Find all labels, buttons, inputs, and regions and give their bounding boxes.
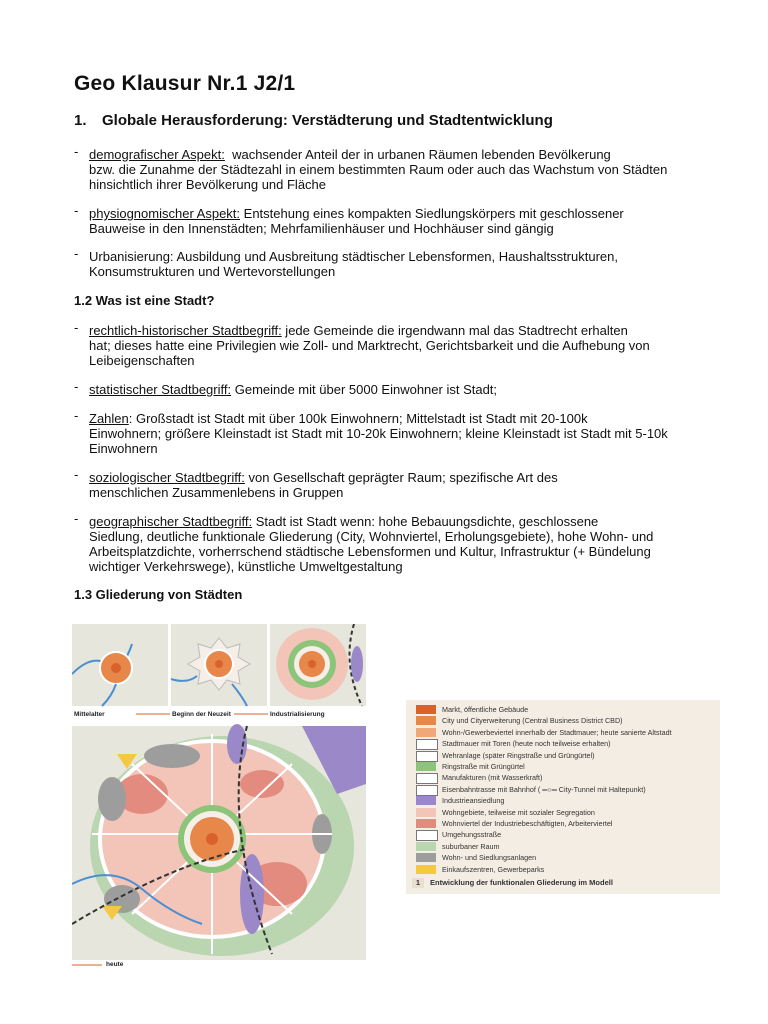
list-item — [74, 203, 694, 236]
section-heading-1-2: 1.2 Was ist eine Stadt? — [74, 293, 215, 308]
legend-item — [412, 761, 718, 773]
item-text: Stadt ist Stadt wenn: hohe Bebauungsdichte, geschlossene — [252, 514, 599, 529]
legend-label: Wehranlage (später Ringstraße und Grüngürtel) — [442, 750, 595, 760]
legend-swatch — [416, 808, 436, 817]
item-text-cont: Bauweise in den Innenstädten; Mehrfamilienhäuser und Hochhäuser sind gängig — [89, 221, 554, 236]
item-text: : Großstadt ist Stadt mit über 100k Einwohnern; Mittelstadt ist Stadt mit 20-100k — [128, 411, 588, 426]
legend-label: Wohnviertel der Industriebeschäftigten, Arbeiterviertel — [442, 819, 613, 828]
legend-swatch — [416, 830, 438, 841]
section-heading-1-3: 1.3 Gliederung von Städten — [74, 587, 243, 602]
figure-legend — [406, 700, 720, 894]
legend-item — [412, 829, 718, 841]
legend-label: suburbaner Raum — [442, 841, 500, 851]
list-item — [74, 511, 694, 574]
item-text-cont: Siedlung, deutliche funktionale Gliederung (City, Wohnviertel, Erholungsgebiete), hohe Wohn- und Arbeitsplatzdichte, vorherrschend städtische Lebensformen und Kultur, Infrastruktur (+ Bündelung wichtiger Verkehrswege), künstliche Umweltgestaltung — [89, 529, 654, 574]
stage-label: Mittelalter — [74, 711, 105, 718]
legend-item — [412, 750, 718, 762]
bullet-dash: - — [74, 246, 79, 261]
legend-label: Eisenbahntrasse mit Bahnhof ( ═○═ City-Tunnel mit Haltepunkt) — [442, 784, 646, 794]
item-term: physiognomischer Aspekt: — [89, 206, 241, 221]
legend-swatch — [416, 819, 436, 828]
legend-swatch — [416, 705, 436, 714]
bullet-dash: - — [74, 511, 79, 526]
legend-label: Einkaufszentren, Gewerbeparks — [442, 864, 545, 874]
legend-label: Ringstraße mit Grüngürtel — [442, 762, 525, 771]
item-text-cont: menschlichen Zusammenlebens in Gruppen — [89, 485, 344, 500]
legend-swatch — [416, 865, 436, 874]
city-model-illustration — [72, 624, 366, 970]
legend-item — [412, 715, 718, 727]
legend-label: Markt, öffentliche Gebäude — [442, 705, 529, 714]
item-text-cont: hat; dieses hatte eine Privilegien wie Zoll- und Marktrecht, Gerichtsbarkeit und die Aufhebung von Leibeigenschaften — [89, 338, 650, 368]
legend-swatch — [416, 853, 436, 862]
section-heading-1 — [74, 112, 553, 129]
legend-label: City und Cityerweiterung (Central Business District CBD) — [442, 716, 623, 726]
section-title: Globale Herausforderung: Verstädterung und Stadtentwicklung — [102, 112, 553, 129]
list-item — [74, 144, 694, 192]
item-text: wachsender Anteil der in urbanen Räumen lebenden Bevölkerung — [224, 147, 611, 162]
legend-swatch — [416, 751, 438, 762]
item-term: soziologischer Stadtbegriff: — [89, 470, 245, 485]
legend-item — [412, 795, 718, 807]
legend-item — [412, 704, 718, 716]
legend-item — [412, 841, 718, 853]
item-term: rechtlich-historischer Stadtbegriff: — [89, 323, 282, 338]
list-item — [74, 379, 694, 397]
item-term: Zahlen — [89, 411, 129, 426]
legend-item — [412, 772, 718, 784]
item-text-cont: bzw. die Zunahme der Städtezahl in einem bestimmten Raum oder auch das Wachstum von Städten hinsichtlich ihrer Bevölkerung und Fläche — [89, 162, 668, 192]
legend-swatch — [416, 716, 436, 725]
legend-item — [412, 864, 718, 876]
bullet-dash: - — [74, 144, 79, 159]
stage-label: heute — [106, 961, 124, 968]
item-text-cont: Konsumstrukturen und Wertevorstellungen — [89, 264, 336, 279]
bullet-dash: - — [74, 203, 79, 218]
stage-label: Industrialisierung — [270, 711, 325, 718]
legend-swatch — [416, 739, 438, 750]
legend-item — [412, 784, 718, 796]
item-term: statistischer Stadtbegriff: — [89, 382, 232, 397]
city-model-graphic — [72, 624, 366, 970]
list-item — [74, 246, 694, 279]
bullet-dash: - — [74, 320, 79, 335]
legend-swatch — [416, 796, 436, 805]
bullet-dash: - — [74, 408, 79, 423]
legend-label: Wohn- und Siedlungsanlagen — [442, 853, 537, 863]
legend-swatch — [416, 773, 438, 784]
legend-label: Wohn-/Gewerbeviertel innerhalb der Stadtmauer; heute sanierte Altstadt — [442, 727, 672, 737]
item-term: demografischer Aspekt: — [89, 147, 225, 162]
figure-caption — [412, 878, 613, 888]
legend-swatch — [416, 842, 436, 851]
bullet-dash: - — [74, 379, 79, 394]
legend-label: Industrieansiedlung — [442, 796, 505, 806]
legend-label: Manufakturen (mit Wasserkraft) — [442, 773, 543, 783]
item-text: jede Gemeinde die irgendwann mal das Stadtrecht erhalten — [281, 323, 628, 338]
legend-swatch — [416, 728, 436, 737]
bullet-dash: - — [74, 467, 79, 482]
item-text: Gemeinde mit über 5000 Einwohner ist Stadt; — [231, 382, 498, 397]
item-text: Urbanisierung: Ausbildung und Ausbreitung städtischer Lebensformen, Haushaltsstrukturen, — [89, 249, 618, 264]
item-text-cont: Einwohnern; größere Kleinstadt ist Stadt mit 10-20k Einwohnern; kleine Kleinstadt ist Stadt mit 5-10k Einwohnern — [89, 426, 668, 456]
legend-swatch — [416, 785, 438, 796]
legend-item — [412, 852, 718, 864]
legend-label: Umgehungsstraße — [442, 830, 502, 840]
legend-item — [412, 807, 718, 819]
page-title: Geo Klausur Nr.1 J2/1 — [74, 72, 296, 95]
legend-label: Wohngebiete, teilweise mit sozialer Segregation — [442, 807, 595, 817]
item-text: von Gesellschaft geprägter Raum; spezifische Art des — [244, 470, 558, 485]
caption-text: Entwicklung der funktionalen Gliederung im Modell — [430, 878, 613, 887]
legend-item — [412, 738, 718, 750]
legend-swatch — [416, 762, 436, 771]
legend-item — [412, 818, 718, 830]
legend-item — [412, 727, 718, 739]
list-item — [74, 408, 694, 456]
list-item — [74, 467, 694, 500]
item-text: Entstehung eines kompakten Siedlungskörpers mit geschlossener — [240, 206, 624, 221]
stage-label: Beginn der Neuzeit — [172, 711, 231, 718]
list-item — [74, 320, 694, 368]
section-number: 1. — [74, 112, 87, 129]
item-term: geographischer Stadtbegriff: — [89, 514, 253, 529]
caption-number: 1 — [412, 878, 424, 888]
legend-label: Stadtmauer mit Toren (heute noch teilweise erhalten) — [442, 739, 611, 749]
